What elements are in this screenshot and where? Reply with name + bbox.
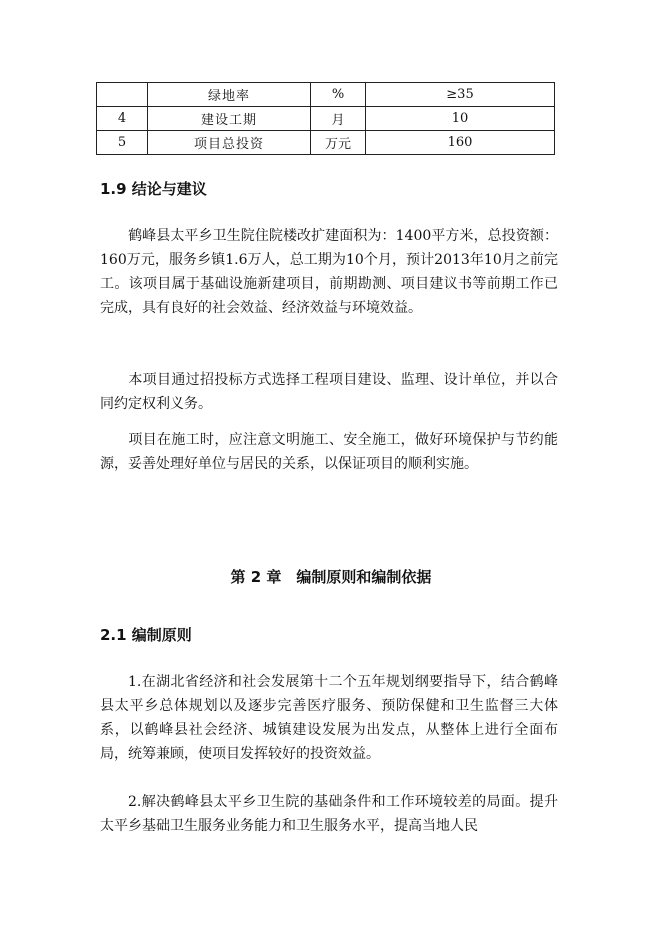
paragraph-text: 1.在湖北省经济和社会发展第十二个五年规划纲要指导下，结合鹤峰县太平乡总体规划以及逐步完善医疗服务、预防保健和卫生监督三大体系，以鹤峰县社会经济、城镇建设发展为出发点，从整体上进行全面布局，统筹兼顾，使项目发挥较好的投资效益。	[100, 674, 558, 762]
section-heading-1-9: 1.9 结论与建议	[100, 180, 207, 198]
table-row	[97, 107, 555, 131]
conclusion-paragraph-3	[100, 428, 558, 476]
indicator-unit: 万元	[311, 131, 366, 155]
indicator-value: 10	[366, 107, 555, 131]
principle-paragraph-1	[100, 670, 558, 766]
conclusion-paragraph-2	[100, 368, 558, 416]
indicator-unit: %	[311, 83, 366, 107]
indicator-name: 绿地率	[148, 83, 311, 107]
table-row	[97, 83, 555, 107]
chapter-title: 第 2 章 编制原则和编制依据	[230, 568, 432, 586]
paragraph-text: 项目在施工时，应注意文明施工、安全施工，做好环境保护与节约能源，妥善处理好单位与居民的关系，以保证项目的顺利实施。	[100, 432, 558, 472]
paragraph-text: 2.解决鹤峰县太平乡卫生院的基础条件和工作环境较差的局面。提升太平乡基础卫生服务业务能力和卫生服务水平，提高当地人民	[100, 794, 558, 834]
principle-paragraph-2	[100, 790, 558, 838]
indicator-name: 建设工期	[148, 107, 311, 131]
row-number: 5	[97, 131, 148, 155]
section-heading-2-1: 2.1 编制原则	[100, 626, 192, 644]
row-number: 4	[97, 107, 148, 131]
paragraph-text: 本项目通过招投标方式选择工程项目建设、监理、设计单位，并以合同约定权利义务。	[100, 372, 558, 412]
table-row	[97, 131, 555, 155]
indicator-value: ≥35	[366, 83, 555, 107]
conclusion-paragraph-1	[100, 224, 558, 320]
indicator-name: 项目总投资	[148, 131, 311, 155]
project-indicator-table	[96, 82, 555, 155]
paragraph-text: 鹤峰县太平乡卫生院住院楼改扩建面积为：1400平方米，总投资额：160万元，服务乡镇1.6万人，总工期为10个月，预计2013年10月之前完工。该项目属于基础设施新建项目，前期勘测、项目建议书等前期工作已完成，具有良好的社会效益、经济效益与环境效益。	[100, 228, 558, 316]
indicator-unit: 月	[311, 107, 366, 131]
row-number	[97, 83, 148, 107]
indicator-value: 160	[366, 131, 555, 155]
